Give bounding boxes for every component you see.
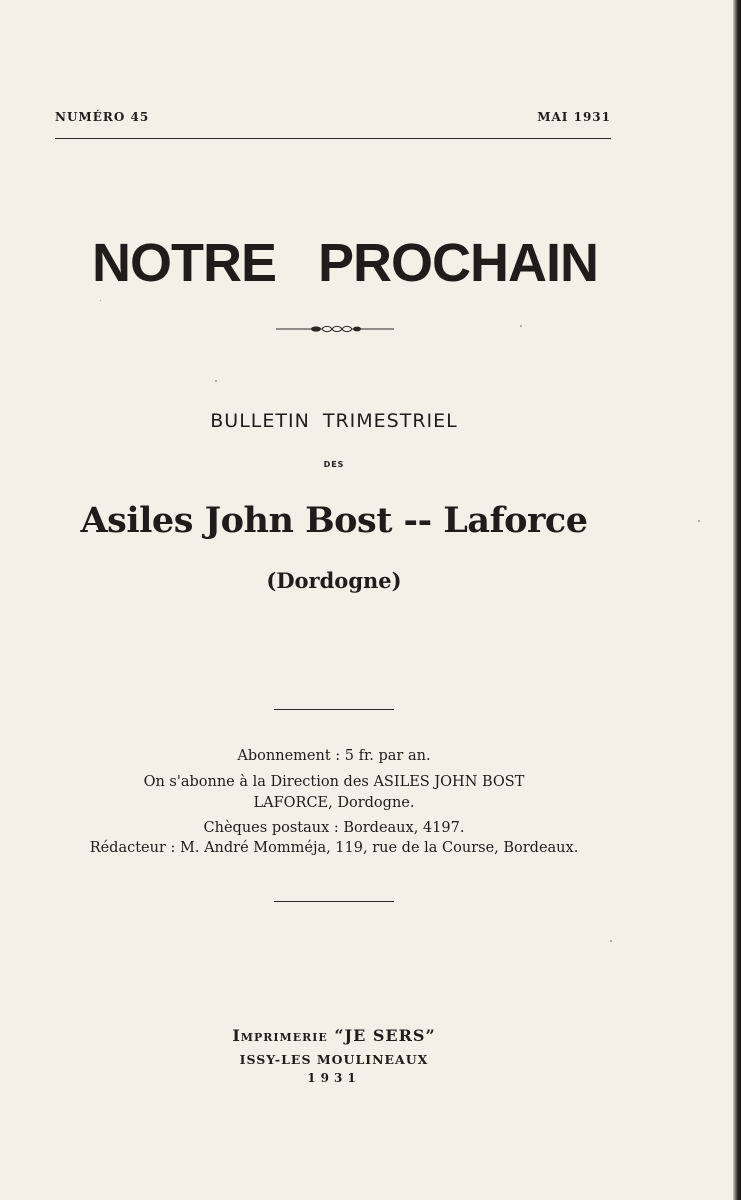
- divider-rule-bottom: [274, 901, 394, 902]
- subscription-price: Abonnement : 5 fr. par an.: [237, 748, 431, 764]
- subscription-address-line-1: On s'abonne à la Direction des ASILES JOHN BOST: [143, 774, 525, 790]
- editor-line: Rédacteur : M. André Momméja, 119, rue de la Course, Bordeaux.: [89, 840, 579, 856]
- issue-date: MAI 1931: [537, 110, 611, 124]
- connector-word: DES: [323, 460, 345, 469]
- header-row: [55, 110, 611, 130]
- ornament-divider: [276, 322, 394, 336]
- issue-number: NUMÉRO 45: [55, 110, 150, 124]
- page-edge-shadow: [733, 0, 741, 1200]
- bulletin-subtitle: BULLETIN TRIMESTRIEL: [210, 410, 458, 432]
- paper-speck: [698, 520, 700, 522]
- paper-speck: [215, 380, 217, 382]
- divider-rule-top: [274, 709, 394, 710]
- institution-location: (Dordogne): [266, 568, 402, 593]
- paper-speck: [520, 325, 522, 327]
- institution-name: Asiles John Bost -- Laforce: [80, 500, 588, 541]
- printer-city: ISSY-LES MOULINEAUX: [239, 1052, 429, 1067]
- printer-name: Imprimerie “JE SERS”: [232, 1026, 436, 1045]
- header-rule: [55, 138, 611, 139]
- postal-cheques: Chèques postaux : Bordeaux, 4197.: [203, 820, 465, 836]
- paper-speck: [610, 940, 612, 942]
- printer-year: 1931: [307, 1071, 361, 1085]
- paper-speck: [100, 300, 101, 301]
- subscription-address-line-2: LAFORCE, Dordogne.: [253, 795, 415, 811]
- page-title: NOTRE PROCHAIN: [91, 233, 598, 293]
